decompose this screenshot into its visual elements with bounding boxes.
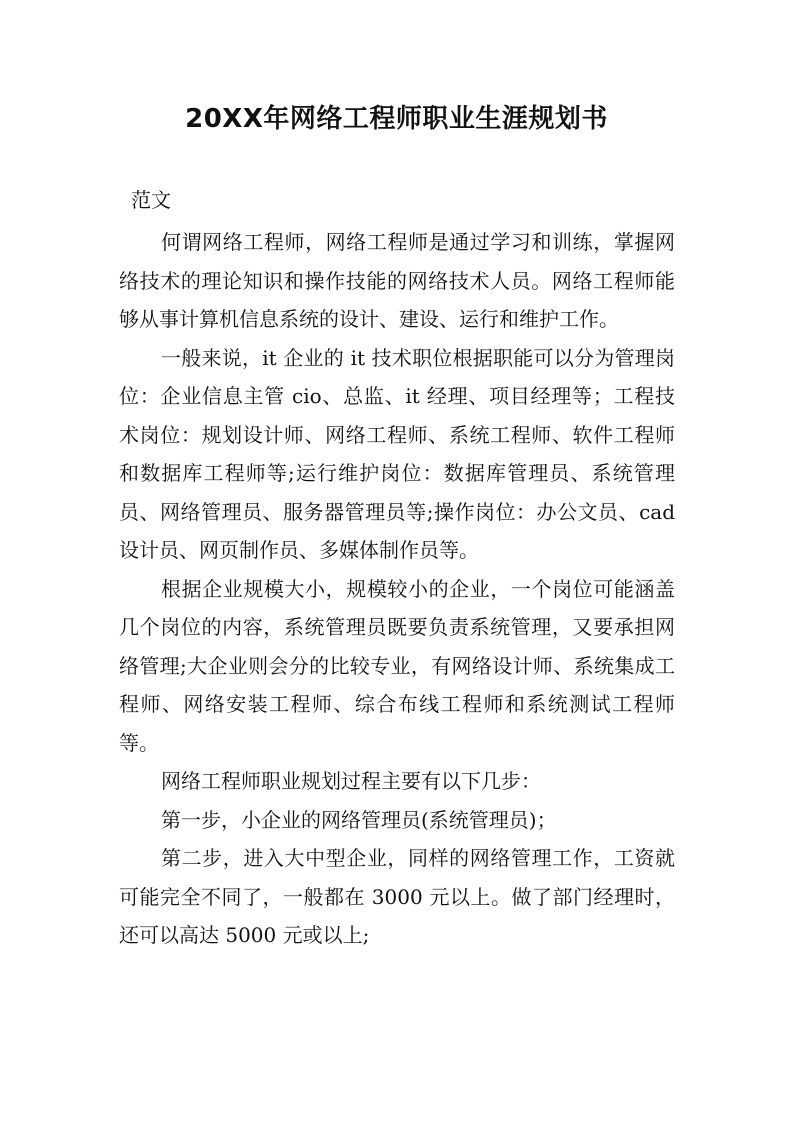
- document-title: 20XX年网络工程师职业生涯规划书: [185, 104, 608, 134]
- paragraph: 一般来说，it 企业的 it 技术职位根据职能可以分为管理岗位：企业信息主管 cio、总监、it 经理、项目经理等；工程技术岗位：规划设计师、网络工程师、系统工程师、软件工程师和数据库工程师等;运行维护岗位：数据库管理员、系统管理员、网络管理员、服务器管理员等;操作岗位：办公文员、cad 设计员、网页制作员、多媒体制作员等。: [119, 345, 675, 562]
- paragraph: 何谓网络工程师，网络工程师是通过学习和训练，掌握网络技术的理论知识和操作技能的网络技术人员。网络工程师能够从事计算机信息系统的设计、建设、运行和维护工作。: [119, 230, 675, 331]
- document-body: [119, 223, 675, 955]
- paragraph: 根据企业规模大小，规模较小的企业，一个岗位可能涵盖几个岗位的内容，系统管理员既要负责系统管理，又要承担网络管理;大企业则会分的比较专业，有网络设计师、系统集成工程师、网络安装工程师、综合布线工程师和系统测试工程师等。: [119, 576, 675, 755]
- document-label: 范文: [131, 188, 171, 212]
- paragraph: 第一步，小企业的网络管理员(系统管理员)；: [161, 807, 557, 832]
- paragraph: 第二步，进入大中型企业，同样的网络管理工作，工资就可能完全不同了，一般都在 3000 元以上。做了部门经理时，还可以高达 5000 元或以上;: [119, 846, 675, 947]
- paragraph: 网络工程师职业规划过程主要有以下几步：: [161, 769, 541, 793]
